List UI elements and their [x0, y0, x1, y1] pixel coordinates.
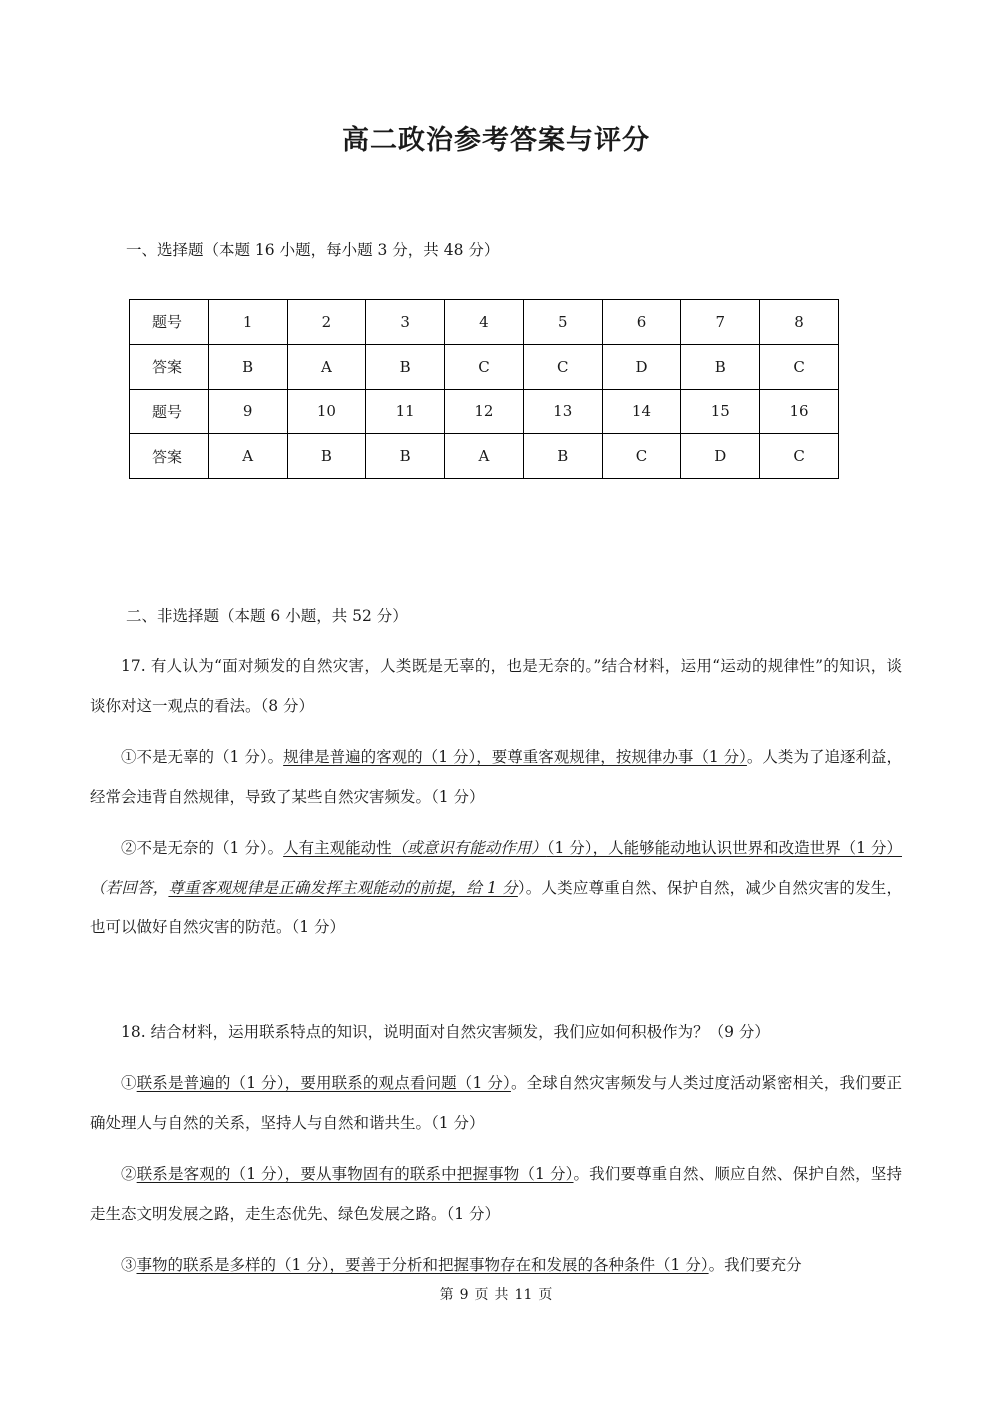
table-cell: 8 — [760, 300, 839, 345]
q17-answer-1 — [90, 738, 902, 817]
row-label: 题号 — [130, 389, 209, 434]
table-row — [130, 300, 839, 345]
q17-a1-rest: 。人类为了追逐利益，经常会违背自然规律，导致了某些自然灾害频发。（1 分） — [90, 748, 902, 806]
table-cell: 12 — [445, 389, 524, 434]
q18-answer-3 — [90, 1246, 902, 1286]
q17-a2-alt-open: （若回答， — [90, 878, 169, 897]
q18-a3-rest: 。我们要充分 — [708, 1256, 802, 1274]
table-cell: 9 — [208, 389, 287, 434]
table-cell: 2 — [287, 300, 366, 345]
q17-question: 17. 有人认为“面对频发的自然灾害，人类既是无辜的，也是无奈的。”结合材料，运用“运动的规律性”的知识，谈谈你对这一观点的看法。（8 分） — [90, 657, 902, 715]
page-footer — [0, 1284, 992, 1304]
table-cell: B — [208, 344, 287, 389]
table-cell: C — [760, 344, 839, 389]
footer-gong: 共 — [494, 1287, 509, 1303]
table-cell: C — [602, 434, 681, 479]
table-cell: 6 — [602, 300, 681, 345]
q18-answer-1 — [90, 1064, 902, 1143]
footer-di: 第 — [439, 1287, 454, 1303]
table-cell: 3 — [366, 300, 445, 345]
q18-a3-lead: ③ — [121, 1256, 137, 1274]
table-cell: A — [287, 344, 366, 389]
q18-a1-lead: ① — [121, 1074, 137, 1092]
row-label: 题号 — [130, 300, 209, 345]
page-title: 高二政治参考答案与评分 — [342, 125, 650, 156]
q18-a2-key: 联系是客观的（1 分），要从事物固有的联系中把握事物（1 分） — [136, 1165, 574, 1183]
table-row — [130, 434, 839, 479]
q17-a1-lead: ①不是无辜的（1 分）。 — [121, 748, 284, 766]
q18-a1-rest: 。全球自然灾害频发与人类过度活动紧密相关，我们要正确处理人与自然的关系，坚持人与自然和谐共生。（1 分） — [90, 1074, 902, 1132]
table-cell: 7 — [681, 300, 760, 345]
q18-a2-lead: ② — [121, 1165, 137, 1183]
table-cell: B — [523, 434, 602, 479]
q17-a1-key: 规律是普遍的客观的（1 分），要尊重客观规律，按规律办事（1 分） — [283, 748, 747, 766]
table-cell: A — [208, 434, 287, 479]
table-cell: D — [681, 434, 760, 479]
table-cell: 11 — [366, 389, 445, 434]
table-cell: C — [760, 434, 839, 479]
q17-a2-lead: ②不是无奈的（1 分）。 — [121, 839, 284, 857]
table-cell: 1 — [208, 300, 287, 345]
section1-heading: 一、选择题（本题 16 小题，每小题 3 分，共 48 分） — [126, 241, 500, 259]
table-cell: 5 — [523, 300, 602, 345]
table-row — [130, 389, 839, 434]
table-cell: B — [366, 344, 445, 389]
table-cell: B — [287, 434, 366, 479]
q17-a2-alt: 尊重客观规律是正确发挥主观能动的前提，给 1 分 — [168, 878, 518, 897]
q17-a2-note: （或意识有能动作用） — [391, 839, 547, 857]
table-cell: C — [523, 344, 602, 389]
row-label: 答案 — [130, 344, 209, 389]
table-cell: 16 — [760, 389, 839, 434]
section2-heading: 二、非选择题（本题 6 小题，共 52 分） — [126, 607, 408, 625]
table-cell: 13 — [523, 389, 602, 434]
row-label: 答案 — [130, 434, 209, 479]
q18-answer-2 — [90, 1155, 902, 1234]
table-cell: 4 — [445, 300, 524, 345]
table-row — [130, 344, 839, 389]
footer-total-pages: 11 — [514, 1287, 533, 1303]
q18-a1-key: 联系是普遍的（1 分），要用联系的观点看问题（1 分） — [136, 1074, 511, 1092]
q17-a2-key: 人有主观能动性 — [283, 839, 392, 857]
q18-a2-rest: 。我们要尊重自然、顺应自然、保护自然，坚持走生态文明发展之路，走生态优先、绿色发展之路。（1 分） — [90, 1165, 902, 1223]
q18-question: 18. 结合材料，运用联系特点的知识，说明面对自然灾害频发，我们应如何积极作为？（9 分） — [121, 1023, 770, 1041]
table-cell: 15 — [681, 389, 760, 434]
answer-table — [129, 299, 839, 479]
footer-page-number: 9 — [459, 1287, 469, 1303]
table-cell: B — [366, 434, 445, 479]
footer-ye: 页 — [474, 1287, 489, 1303]
q18-a3-key: 事物的联系是多样的（1 分），要善于分析和把握事物存在和发展的各种条件（1 分） — [136, 1256, 709, 1274]
table-cell: A — [445, 434, 524, 479]
table-cell: 14 — [602, 389, 681, 434]
q17-a2-rest: ）。人类应尊重自然、保护自然，减少自然灾害的发生，也可以做好自然灾害的防范。（1 分） — [90, 878, 902, 936]
table-cell: B — [681, 344, 760, 389]
table-cell: D — [602, 344, 681, 389]
footer-ye-2: 页 — [538, 1287, 553, 1303]
q17-answer-2 — [90, 829, 902, 948]
table-cell: C — [445, 344, 524, 389]
table-cell: 10 — [287, 389, 366, 434]
q17-a2-key2: （1 分），人能够能动地认识世界和改造世界（1 分） — [546, 839, 902, 857]
